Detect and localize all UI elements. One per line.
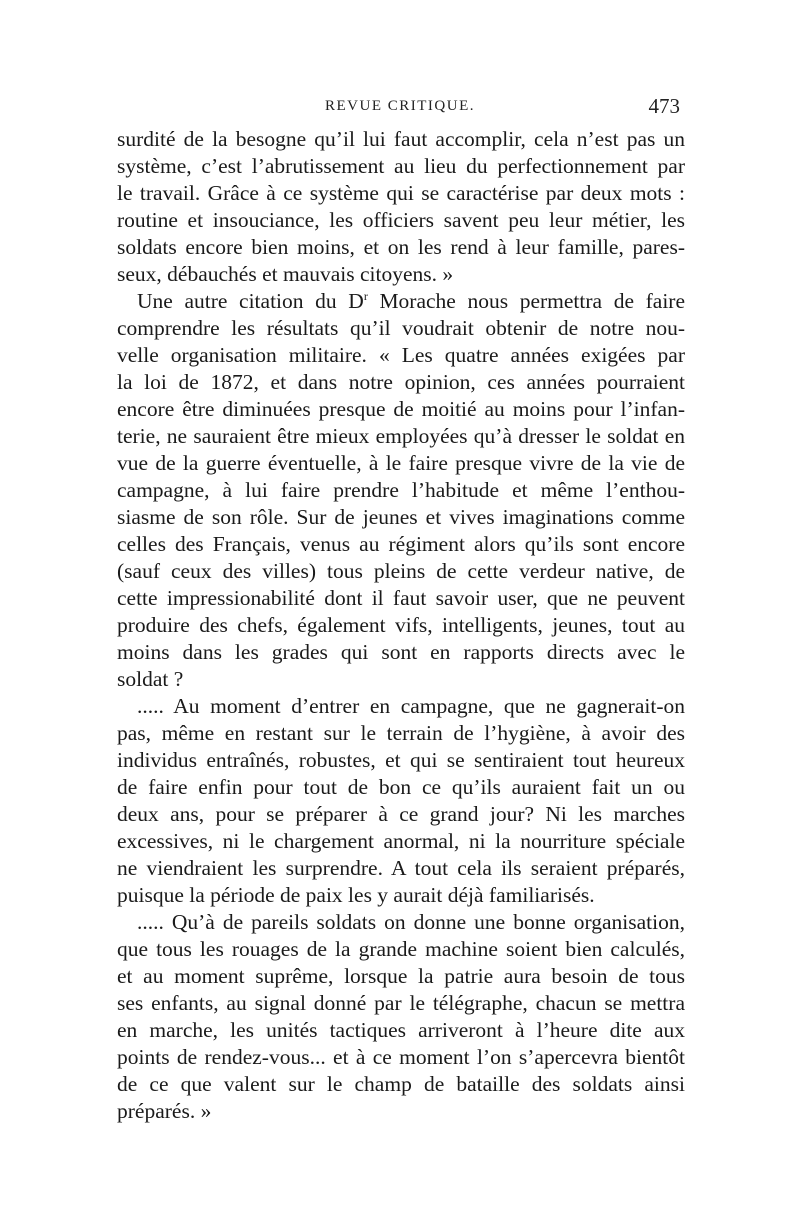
running-title: REVUE CRITIQUE. (325, 98, 475, 114)
text-line: celles des Français, venus au régiment alors qu’ils sont encore (117, 532, 685, 556)
text-line: vue de la guerre éventuelle, à le faire presque vivre de la vie de (117, 451, 685, 475)
text-line: cette impressionabilité dont il faut savoir user, que ne peuvent (117, 586, 685, 610)
text-line: seux, débauchés et mauvais citoyens. » (117, 262, 454, 286)
text-line: routine et insouciance, les officiers savent peu leur métier, les (117, 208, 685, 232)
text-line: ..... Au moment d’entrer en campagne, que ne gagnerait-on (137, 694, 685, 718)
text-line: ses enfants, au signal donné par le télégraphe, chacun se mettra (117, 991, 685, 1015)
text-line: individus entraînés, robustes, et qui se sentiraient tout heureux (117, 748, 685, 772)
text-line: de faire enfin pour tout de bon ce qu’ils auraient fait un ou (117, 775, 685, 799)
text-line: que tous les rouages de la grande machine soient bien calculés, (117, 937, 685, 961)
text-line: ne viendraient les surprendre. A tout cela ils seraient préparés, (117, 856, 685, 880)
text-line: Une autre citation du $D^r$ Morache nous permettra de faire (137, 288, 686, 313)
text-line: ..... Qu’à de pareils soldats on donne une bonne organisation, (137, 910, 685, 934)
text-line: velle organisation militaire. « Les quatre années exigées par (117, 343, 685, 367)
text-line: la loi de 1872, et dans notre opinion, ces années pourraient (117, 370, 685, 394)
text-line: puisque la période de paix les y aurait déjà familiarisés. (117, 883, 595, 907)
text-line: comprendre les résultats qu’il voudrait obtenir de notre nou- (117, 316, 685, 340)
text-line: moins dans les grades qui sont en rapports directs avec le (117, 640, 685, 664)
text-line: campagne, à lui faire prendre l’habitude et même l’enthou- (117, 478, 685, 502)
text-line: et au moment suprême, lorsque la patrie aura besoin de tous (117, 964, 685, 988)
text-line: soldat ? (117, 667, 184, 691)
text-line: siasme de son rôle. Sur de jeunes et vives imaginations comme (117, 505, 685, 529)
text-line: en marche, les unités tactiques arriveront à l’heure dite aux (117, 1018, 685, 1042)
body-text (117, 126, 685, 1125)
text-line: soldats encore bien moins, et on les rend à leur famille, pares- (117, 235, 685, 259)
text-line: encore être diminuées presque de moitié au moins pour l’infan- (117, 397, 685, 421)
text-line: surdité de la besogne qu’il lui faut accomplir, cela n’est pas un (117, 127, 685, 151)
text-line: produire des chefs, également vifs, intelligents, jeunes, tout au (117, 613, 685, 637)
text-line: pas, même en restant sur le terrain de l’hygiène, à avoir des (117, 721, 685, 745)
text-line: deux ans, pour se préparer à ce grand jour? Ni les marches (117, 802, 685, 826)
text-line: (sauf ceux des villes) tous pleins de cette verdeur native, de (117, 559, 685, 583)
text-line: préparés. » (117, 1099, 212, 1123)
text-line: terie, ne sauraient être mieux employées qu’à dresser le soldat en (117, 424, 685, 448)
text-line: excessives, ni le chargement anormal, ni la nourriture spéciale (117, 829, 685, 853)
text-line: de ce que valent sur le champ de bataille des soldats ainsi (117, 1072, 685, 1096)
text-line: système, c’est l’abrutissement au lieu du perfectionnement par (117, 154, 685, 178)
page-number: 473 (648, 94, 680, 118)
text-line: points de rendez-vous... et à ce moment l’on s’apercevra bientôt (117, 1045, 685, 1069)
text-line: le travail. Grâce à ce système qui se caractérise par deux mots : (117, 181, 685, 205)
